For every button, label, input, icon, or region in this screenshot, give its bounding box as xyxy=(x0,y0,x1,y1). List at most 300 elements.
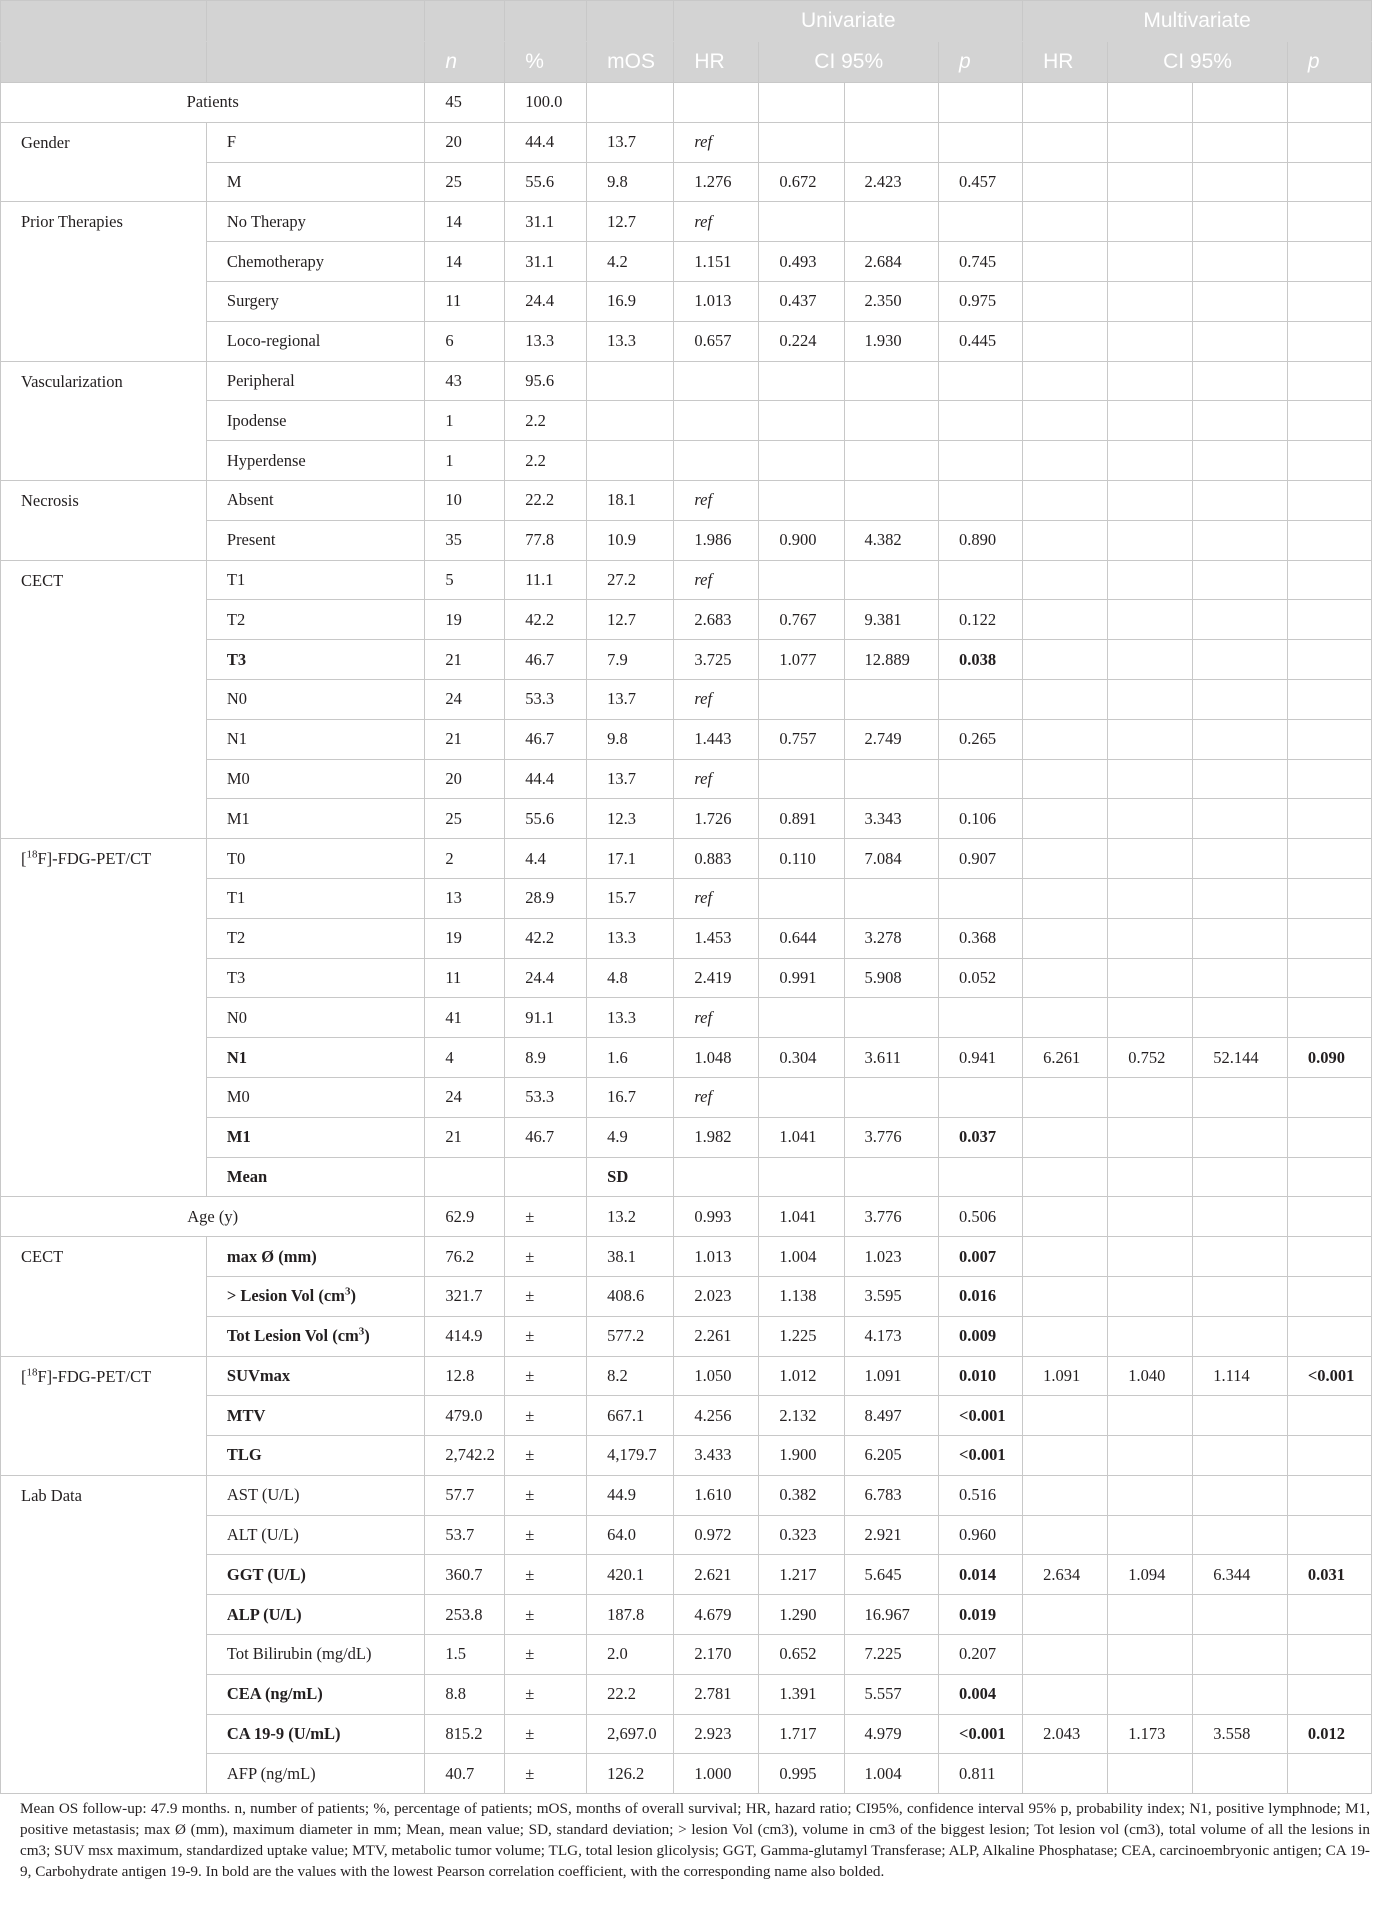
table-cell xyxy=(674,401,759,441)
table-row xyxy=(1,480,1372,520)
table-cell: 46.7 xyxy=(505,719,587,759)
table-cell: 0.009 xyxy=(939,1316,1023,1356)
table-cell xyxy=(939,679,1023,719)
table-cell: ref xyxy=(674,202,759,242)
table-cell xyxy=(1023,839,1108,879)
table-cell xyxy=(759,878,844,918)
table-cell: ref xyxy=(674,878,759,918)
table-cell: 44.9 xyxy=(587,1475,674,1515)
table-cell: 1.986 xyxy=(674,520,759,560)
table-cell: 6.783 xyxy=(844,1475,939,1515)
table-cell xyxy=(1287,839,1371,879)
table-row xyxy=(1,1635,1372,1675)
table-cell: 12.889 xyxy=(844,640,939,680)
table-cell: 1.726 xyxy=(674,799,759,839)
table-row xyxy=(1,1555,1372,1595)
table-cell: 1.391 xyxy=(759,1674,844,1714)
table-cell: 1.048 xyxy=(674,1038,759,1078)
table-cell xyxy=(1287,1396,1371,1436)
table-cell: 0.891 xyxy=(759,799,844,839)
table-cell xyxy=(1193,321,1288,361)
table-cell xyxy=(1287,1754,1371,1794)
table-cell: 4.979 xyxy=(844,1714,939,1754)
row-label: GGT (U/L) xyxy=(206,1555,425,1595)
table-cell xyxy=(939,1077,1023,1117)
table-cell: 0.907 xyxy=(939,839,1023,879)
row-group-label: CECT xyxy=(1,1237,207,1356)
table-cell: 1.000 xyxy=(674,1754,759,1794)
table-cell xyxy=(1287,719,1371,759)
table-cell xyxy=(1287,441,1371,481)
table-cell xyxy=(1287,321,1371,361)
table-row xyxy=(1,799,1372,839)
table-cell: 21 xyxy=(425,640,505,680)
table-cell: ref xyxy=(674,560,759,600)
table-cell xyxy=(1023,679,1108,719)
table-cell xyxy=(674,1157,759,1197)
table-cell: 53.3 xyxy=(505,1077,587,1117)
table-cell: 64.0 xyxy=(587,1515,674,1555)
table-cell xyxy=(1287,361,1371,401)
row-label: T2 xyxy=(206,918,425,958)
table-cell xyxy=(1287,281,1371,321)
row-group-label: Vascularization xyxy=(1,361,207,480)
table-cell: 19 xyxy=(425,918,505,958)
table-row xyxy=(1,1117,1372,1157)
table-cell xyxy=(1108,918,1193,958)
table-cell: 91.1 xyxy=(505,998,587,1038)
table-cell: 8.2 xyxy=(587,1356,674,1396)
table-cell xyxy=(1287,958,1371,998)
table-cell: 2.043 xyxy=(1023,1714,1108,1754)
table-cell: 0.890 xyxy=(939,520,1023,560)
table-cell xyxy=(939,878,1023,918)
table-cell xyxy=(1108,1077,1193,1117)
row-label: ALT (U/L) xyxy=(206,1515,425,1555)
table-cell: 18.1 xyxy=(587,480,674,520)
table-cell xyxy=(1023,83,1108,123)
table-cell xyxy=(1023,1316,1108,1356)
table-cell xyxy=(1193,998,1288,1038)
row-label: Peripheral xyxy=(206,361,425,401)
table-cell: 14 xyxy=(425,202,505,242)
table-cell: 24.4 xyxy=(505,281,587,321)
table-cell: 1.225 xyxy=(759,1316,844,1356)
table-cell: 3.343 xyxy=(844,799,939,839)
table-cell: 9.381 xyxy=(844,600,939,640)
row-label: F xyxy=(206,122,425,162)
row-label: M1 xyxy=(206,799,425,839)
table-cell xyxy=(1287,1515,1371,1555)
table-cell xyxy=(1287,1276,1371,1316)
table-cell: 6.344 xyxy=(1193,1555,1288,1595)
table-cell xyxy=(1023,1674,1108,1714)
table-cell: 0.207 xyxy=(939,1635,1023,1675)
table-cell xyxy=(1193,1754,1288,1794)
table-cell: ref xyxy=(674,122,759,162)
table-cell: 6.261 xyxy=(1023,1038,1108,1078)
table-cell: 55.6 xyxy=(505,162,587,202)
table-cell: 53.3 xyxy=(505,679,587,719)
table-cell: 1.151 xyxy=(674,242,759,282)
table-cell: 1 xyxy=(425,401,505,441)
row-label: N1 xyxy=(206,719,425,759)
table-cell: 2.350 xyxy=(844,281,939,321)
table-cell xyxy=(1023,998,1108,1038)
table-cell xyxy=(1193,918,1288,958)
table-row xyxy=(1,839,1372,879)
table-row xyxy=(1,1436,1372,1476)
table-cell xyxy=(1193,1117,1288,1157)
table-cell: 3.558 xyxy=(1193,1714,1288,1754)
table-cell xyxy=(1023,600,1108,640)
table-cell: 13.7 xyxy=(587,122,674,162)
table-cell: 8.497 xyxy=(844,1396,939,1436)
table-cell: ± xyxy=(505,1237,587,1277)
table-cell xyxy=(1023,1436,1108,1476)
table-cell: 0.993 xyxy=(674,1197,759,1237)
table-cell: 1.138 xyxy=(759,1276,844,1316)
table-cell: 10.9 xyxy=(587,520,674,560)
col-mos: mOS xyxy=(587,42,674,83)
table-cell: 5.908 xyxy=(844,958,939,998)
table-cell: 0.368 xyxy=(939,918,1023,958)
table-cell xyxy=(1023,958,1108,998)
table-cell xyxy=(1108,1595,1193,1635)
table-cell xyxy=(1287,1117,1371,1157)
table-cell xyxy=(1193,162,1288,202)
table-cell: 2,697.0 xyxy=(587,1714,674,1754)
table-cell: 11 xyxy=(425,281,505,321)
table-cell: 0.900 xyxy=(759,520,844,560)
table-cell: 1.041 xyxy=(759,1197,844,1237)
table-cell xyxy=(1287,122,1371,162)
table-cell: 6.205 xyxy=(844,1436,939,1476)
table-cell xyxy=(1108,1754,1193,1794)
table-cell: 0.106 xyxy=(939,799,1023,839)
table-cell xyxy=(1287,878,1371,918)
table-cell: 1.5 xyxy=(425,1635,505,1675)
table-cell xyxy=(1193,1396,1288,1436)
table-cell xyxy=(1108,640,1193,680)
table-cell: 4 xyxy=(425,1038,505,1078)
row-label: CEA (ng/mL) xyxy=(206,1674,425,1714)
row-group-label: [$^{18}$F]-FDG-PET/CT xyxy=(1,839,207,1197)
table-row xyxy=(1,679,1372,719)
col-uni-p: p xyxy=(939,42,1023,83)
table-cell: 1.023 xyxy=(844,1237,939,1277)
table-cell: 1.013 xyxy=(674,1237,759,1277)
table-cell: 2.170 xyxy=(674,1635,759,1675)
row-label: Absent xyxy=(206,480,425,520)
table-cell: 3.278 xyxy=(844,918,939,958)
table-row xyxy=(1,640,1372,680)
table-cell xyxy=(1193,281,1288,321)
table-cell: 2.423 xyxy=(844,162,939,202)
table-cell xyxy=(1023,480,1108,520)
table-cell: 24 xyxy=(425,1077,505,1117)
table-cell xyxy=(1287,1237,1371,1277)
table-cell: 2.0 xyxy=(587,1635,674,1675)
table-cell: ± xyxy=(505,1316,587,1356)
table-cell: 77.8 xyxy=(505,520,587,560)
table-cell xyxy=(844,560,939,600)
table-cell xyxy=(1287,202,1371,242)
table-cell xyxy=(1108,600,1193,640)
table-cell xyxy=(1023,162,1108,202)
table-cell xyxy=(1108,679,1193,719)
table-cell xyxy=(1193,83,1288,123)
table-cell xyxy=(759,560,844,600)
table-cell: ± xyxy=(505,1396,587,1436)
row-label: TLG xyxy=(206,1436,425,1476)
table-cell xyxy=(1193,480,1288,520)
row-label: Ipodense xyxy=(206,401,425,441)
table-cell xyxy=(425,1157,505,1197)
table-row xyxy=(1,202,1372,242)
row-label: MTV xyxy=(206,1396,425,1436)
table-cell xyxy=(1108,1237,1193,1277)
table-cell xyxy=(1193,520,1288,560)
table-cell xyxy=(759,759,844,799)
table-cell: 2.261 xyxy=(674,1316,759,1356)
row-label: Chemotherapy xyxy=(206,242,425,282)
table-cell: 9.8 xyxy=(587,162,674,202)
table-row xyxy=(1,281,1372,321)
table-cell: 1.453 xyxy=(674,918,759,958)
table-cell: ref xyxy=(674,480,759,520)
row-label: SUVmax xyxy=(206,1356,425,1396)
table-cell: 0.052 xyxy=(939,958,1023,998)
table-cell xyxy=(1108,162,1193,202)
table-row xyxy=(1,242,1372,282)
table-cell xyxy=(1193,1436,1288,1476)
table-cell: 1.004 xyxy=(844,1754,939,1794)
table-cell: 2.921 xyxy=(844,1515,939,1555)
table-cell: 14 xyxy=(425,242,505,282)
table-cell: 21 xyxy=(425,1117,505,1157)
table-row xyxy=(1,361,1372,401)
table-cell xyxy=(1023,1515,1108,1555)
table-cell xyxy=(844,1077,939,1117)
table-cell: 3.725 xyxy=(674,640,759,680)
table-cell xyxy=(1193,401,1288,441)
table-cell: 2.634 xyxy=(1023,1555,1108,1595)
table-cell xyxy=(759,361,844,401)
table-cell xyxy=(1193,878,1288,918)
table-cell xyxy=(1108,1674,1193,1714)
table-cell: 40.7 xyxy=(425,1754,505,1794)
table-cell: 27.2 xyxy=(587,560,674,600)
table-row xyxy=(1,719,1372,759)
table-cell: 28.9 xyxy=(505,878,587,918)
table-cell: 3.776 xyxy=(844,1117,939,1157)
table-cell: 1.290 xyxy=(759,1595,844,1635)
table-row xyxy=(1,1038,1372,1078)
table-cell xyxy=(1023,122,1108,162)
table-cell xyxy=(844,878,939,918)
table-cell xyxy=(1287,242,1371,282)
table-cell: 2.749 xyxy=(844,719,939,759)
table-cell xyxy=(1108,998,1193,1038)
table-cell xyxy=(1023,1475,1108,1515)
row-label: M0 xyxy=(206,1077,425,1117)
table-cell xyxy=(505,1157,587,1197)
table-cell: 4.173 xyxy=(844,1316,939,1356)
table-cell: <0.001 xyxy=(939,1436,1023,1476)
table-cell: 52.144 xyxy=(1193,1038,1288,1078)
header-row-groups xyxy=(1,1,1372,42)
table-row xyxy=(1,1197,1372,1237)
table-cell: 8.8 xyxy=(425,1674,505,1714)
row-label: Mean xyxy=(206,1157,425,1197)
table-cell: 42.2 xyxy=(505,600,587,640)
table-cell: 0.516 xyxy=(939,1475,1023,1515)
table-cell xyxy=(939,122,1023,162)
table-cell xyxy=(939,1157,1023,1197)
table-cell: 16.967 xyxy=(844,1595,939,1635)
table-row xyxy=(1,1595,1372,1635)
table-row xyxy=(1,1754,1372,1794)
table-cell xyxy=(1287,1436,1371,1476)
table-cell: 0.975 xyxy=(939,281,1023,321)
table-cell xyxy=(759,998,844,1038)
table-cell xyxy=(1287,759,1371,799)
table-cell xyxy=(1108,520,1193,560)
table-row xyxy=(1,441,1372,481)
table-row xyxy=(1,918,1372,958)
table-cell: 25 xyxy=(425,799,505,839)
table-cell xyxy=(1287,1197,1371,1237)
table-cell: 41 xyxy=(425,998,505,1038)
col-uni-hr: HR xyxy=(674,42,759,83)
table-cell: 20 xyxy=(425,122,505,162)
col-uni-ci: CI 95% xyxy=(759,42,939,83)
table-cell xyxy=(759,1157,844,1197)
row-label: T1 xyxy=(206,560,425,600)
table-cell xyxy=(844,122,939,162)
table-cell xyxy=(1108,1276,1193,1316)
table-cell: 0.014 xyxy=(939,1555,1023,1595)
table-cell xyxy=(759,202,844,242)
table-row xyxy=(1,998,1372,1038)
table-cell xyxy=(844,679,939,719)
table-cell xyxy=(1023,799,1108,839)
table-cell xyxy=(1287,520,1371,560)
table-cell: ± xyxy=(505,1714,587,1754)
table-cell xyxy=(1108,321,1193,361)
table-cell xyxy=(1023,1595,1108,1635)
table-cell: 2.2 xyxy=(505,441,587,481)
row-label: T3 xyxy=(206,958,425,998)
table-cell: 1.443 xyxy=(674,719,759,759)
table-cell xyxy=(1193,1197,1288,1237)
table-cell xyxy=(1108,1635,1193,1675)
table-cell: 2.781 xyxy=(674,1674,759,1714)
table-cell: 1.077 xyxy=(759,640,844,680)
table-cell xyxy=(1193,839,1288,879)
table-cell: 0.652 xyxy=(759,1635,844,1675)
table-cell xyxy=(1108,839,1193,879)
table-cell xyxy=(1287,679,1371,719)
table-cell: 187.8 xyxy=(587,1595,674,1635)
table-cell: 0.745 xyxy=(939,242,1023,282)
table-cell: 577.2 xyxy=(587,1316,674,1356)
row-label: M0 xyxy=(206,759,425,799)
table-cell xyxy=(1287,1595,1371,1635)
table-cell xyxy=(1287,640,1371,680)
table-cell xyxy=(759,122,844,162)
table-cell xyxy=(1023,441,1108,481)
table-cell: 0.445 xyxy=(939,321,1023,361)
table-cell xyxy=(1023,1117,1108,1157)
table-cell: 1.173 xyxy=(1108,1714,1193,1754)
table-row xyxy=(1,600,1372,640)
table-cell: 1.114 xyxy=(1193,1356,1288,1396)
row-label: ALP (U/L) xyxy=(206,1595,425,1635)
table-cell: 76.2 xyxy=(425,1237,505,1277)
table-cell xyxy=(1287,1475,1371,1515)
table-cell: 0.437 xyxy=(759,281,844,321)
table-cell xyxy=(1108,1475,1193,1515)
table-cell xyxy=(1108,242,1193,282)
table-cell: 2.621 xyxy=(674,1555,759,1595)
table-cell xyxy=(844,998,939,1038)
row-group-label: Age (y) xyxy=(1,1197,425,1237)
table-cell: 1.276 xyxy=(674,162,759,202)
table-cell xyxy=(1023,1276,1108,1316)
table-cell: ± xyxy=(505,1276,587,1316)
row-group-label: Lab Data xyxy=(1,1475,207,1793)
table-cell xyxy=(1193,1595,1288,1635)
table-cell xyxy=(1108,719,1193,759)
table-cell: ± xyxy=(505,1595,587,1635)
table-cell xyxy=(844,202,939,242)
table-cell: 1.050 xyxy=(674,1356,759,1396)
table-cell xyxy=(844,401,939,441)
table-cell xyxy=(1193,202,1288,242)
table-cell xyxy=(939,560,1023,600)
table-cell xyxy=(759,679,844,719)
table-row xyxy=(1,1396,1372,1436)
table-cell: 12.3 xyxy=(587,799,674,839)
table-cell: 360.7 xyxy=(425,1555,505,1595)
table-cell: 0.037 xyxy=(939,1117,1023,1157)
table-cell: 5 xyxy=(425,560,505,600)
table-cell xyxy=(1023,759,1108,799)
row-label: Tot Lesion Vol $(cm^3)$ xyxy=(206,1316,425,1356)
table-cell: 253.8 xyxy=(425,1595,505,1635)
table-cell: 13.3 xyxy=(587,918,674,958)
table-cell xyxy=(1108,878,1193,918)
table-cell: 2.132 xyxy=(759,1396,844,1436)
table-cell xyxy=(1023,1237,1108,1277)
table-cell xyxy=(674,361,759,401)
table-cell: 0.019 xyxy=(939,1595,1023,1635)
row-label: Loco-regional xyxy=(206,321,425,361)
table-row xyxy=(1,878,1372,918)
table-cell: 0.122 xyxy=(939,600,1023,640)
row-label: N1 xyxy=(206,1038,425,1078)
table-cell xyxy=(1287,600,1371,640)
table-cell: 0.031 xyxy=(1287,1555,1371,1595)
row-label: M1 xyxy=(206,1117,425,1157)
table-cell xyxy=(939,202,1023,242)
row-label: T1 xyxy=(206,878,425,918)
table-cell xyxy=(1023,719,1108,759)
table-cell: 1.982 xyxy=(674,1117,759,1157)
table-cell: ± xyxy=(505,1674,587,1714)
